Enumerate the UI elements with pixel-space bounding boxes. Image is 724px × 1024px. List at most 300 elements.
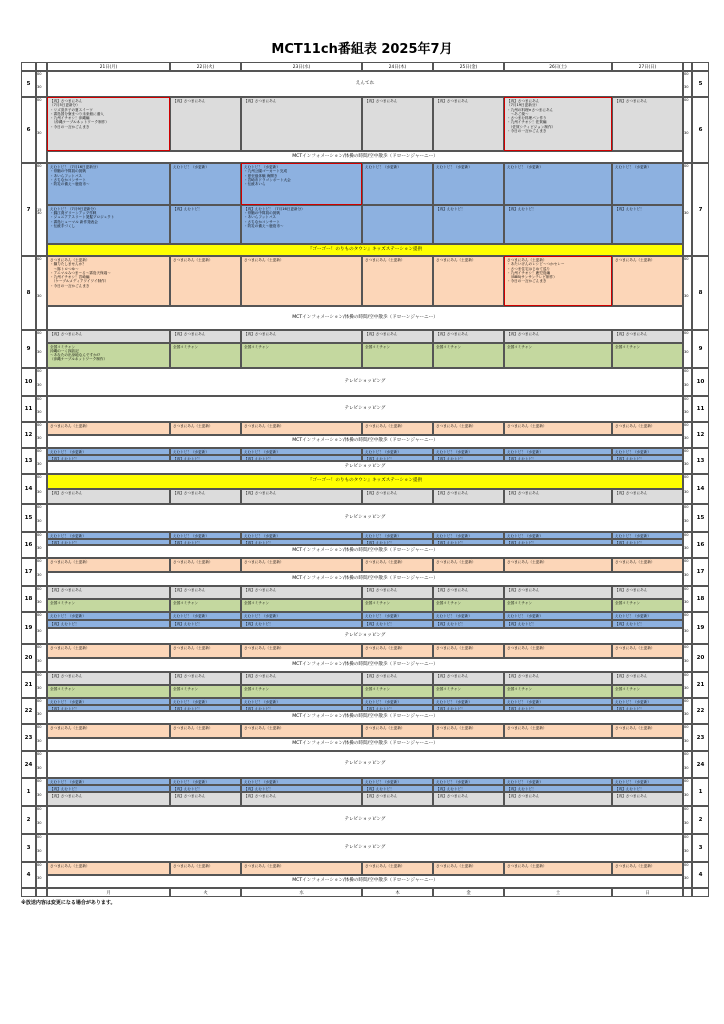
hour-label-right: 9 (692, 330, 709, 368)
minute-label: 00 (37, 613, 42, 617)
program-sun-6[interactable] (612, 97, 683, 151)
program-wed-7[interactable] (241, 163, 362, 205)
program-20-1[interactable] (170, 644, 241, 658)
program-mon-6[interactable] (47, 97, 170, 151)
program-23-1[interactable] (170, 724, 241, 738)
program-title: 【再】えむトピ！ (50, 456, 79, 461)
program-title: 【再】えむトピ！ (615, 622, 644, 626)
program-21b-0[interactable] (47, 685, 170, 698)
program-title: 全国コミチャン (173, 601, 199, 605)
program-title: 【再】さつまにあん (436, 674, 469, 678)
program-1a-6[interactable] (612, 778, 683, 785)
bottom-header-day-0: 月 (47, 888, 170, 897)
program-21b-5[interactable] (504, 685, 612, 698)
minute-label: 30 (684, 849, 689, 853)
program-title: 【再】さつまにあん (365, 588, 398, 592)
program-title: 【再】さつまにあん (173, 332, 206, 336)
program-14-0[interactable] (47, 489, 170, 504)
program-mon-715[interactable] (47, 205, 170, 244)
program-1c-4[interactable] (433, 792, 504, 806)
program-17-2[interactable] (241, 558, 362, 572)
minute-label: 00 (684, 423, 689, 427)
program-title: 【再】えむトピ！ (173, 456, 202, 461)
program-21-5[interactable] (504, 672, 612, 685)
hour-label-right: 6 (692, 97, 709, 163)
program-title: 全国コミチャン (507, 344, 533, 349)
program-mon-8[interactable] (47, 256, 170, 306)
minute-label: 00 (684, 835, 689, 839)
hour-label-left: 8 (21, 256, 36, 330)
program-9a-2[interactable] (241, 330, 362, 343)
program-title: 【再】さつまにあん (365, 674, 398, 678)
program-title: さつまにあん（土更新） (173, 560, 213, 564)
bottom-header-corner-left-min (36, 888, 47, 897)
program-title: 全国コミチャン (244, 687, 270, 691)
program-18-6[interactable] (612, 586, 683, 599)
program-tue-715[interactable] (170, 205, 241, 244)
minute-label: 00 (684, 505, 689, 509)
program-12-6[interactable] (612, 422, 683, 435)
program-info[interactable] (47, 151, 683, 163)
program-title: 【再】さつまにあん (507, 794, 540, 798)
program-title: 【再】えむトピ！ (365, 706, 394, 711)
program-9a-0[interactable] (47, 330, 170, 343)
program-title: 【再】えむトピ！ (615, 540, 644, 545)
program-9b-2[interactable] (241, 343, 362, 368)
program-shop[interactable] (47, 834, 683, 862)
program-18-1[interactable] (170, 586, 241, 599)
program-title: 【再】さつまにあん (173, 99, 206, 103)
program-title: MCTインフォメーション/体操の時間/空中散歩（ドローンジャーニー） (292, 741, 438, 747)
program-title: さつまにあん（土更新） (173, 646, 213, 650)
program-title: さつまにあん（土更新） (436, 424, 476, 428)
hour-label-left: 3 (21, 834, 36, 862)
program-title: 全国コミチャン (615, 344, 641, 349)
hour-label-right: 3 (692, 834, 709, 862)
hour-label-right: 4 (692, 862, 709, 888)
program-19b-6[interactable] (612, 620, 683, 628)
program-9a-1[interactable] (170, 330, 241, 343)
minute-label: 30 (684, 131, 689, 135)
program-info[interactable] (47, 306, 683, 330)
program-title: えむトピ！（水更新） (173, 700, 209, 704)
hour-label-right: 22 (692, 698, 709, 724)
program-715-4[interactable] (433, 205, 504, 244)
hour-label-right: 11 (692, 396, 709, 422)
program-title: えむトピ！（水更新） (365, 165, 401, 169)
program-19a-1[interactable] (170, 612, 241, 620)
program-715-5[interactable] (504, 205, 612, 244)
program-title: 全国コミチャン (507, 601, 533, 605)
program-18-0[interactable] (47, 586, 170, 599)
program-14-4[interactable] (433, 489, 504, 504)
program-4-6[interactable] (612, 862, 683, 875)
program-title: えむトピ！（水更新） (244, 534, 280, 538)
minute-label: 00 (37, 397, 42, 401)
program-19b-0[interactable] (47, 620, 170, 628)
program-title: 【再】さつまにあん (507, 332, 540, 336)
program-21b-1[interactable] (170, 685, 241, 698)
program-title: 全国コミチャン (365, 601, 391, 605)
bottom-header-day-3: 木 (362, 888, 433, 897)
minute-label: 00 (37, 475, 42, 479)
minute-label: 00 (684, 369, 689, 373)
program-12-3[interactable] (362, 422, 433, 435)
minute-column-left (36, 97, 47, 163)
program-17-6[interactable] (612, 558, 683, 572)
program-1a-2[interactable] (241, 778, 362, 785)
hour-label-right: 16 (692, 532, 709, 558)
minute-label: 00 (37, 699, 42, 703)
program-19b-2[interactable] (241, 620, 362, 628)
program-19b-1[interactable] (170, 620, 241, 628)
program-9a-4[interactable] (433, 330, 504, 343)
minute-label: 00 (684, 725, 689, 729)
program-title: えむトピ！（水更新） (507, 780, 543, 784)
program-17-1[interactable] (170, 558, 241, 572)
program-title: 【再】さつまにあん (244, 332, 277, 336)
program-1c-6[interactable] (612, 792, 683, 806)
program-12-4[interactable] (433, 422, 504, 435)
program-1b-5[interactable] (504, 785, 612, 792)
program-18b-0[interactable] (47, 599, 170, 612)
program-7-6[interactable] (612, 163, 683, 205)
program-4-3[interactable] (362, 862, 433, 875)
program-title: 【再】さつまにあん (615, 332, 648, 336)
program-sat-8[interactable] (504, 256, 612, 306)
program-18b-5[interactable] (504, 599, 612, 612)
top-header-day-5: 26日(土) (504, 62, 612, 71)
program-title: さつまにあん（土更新） (615, 258, 655, 262)
program-1a-3[interactable] (362, 778, 433, 785)
program-title: 【再】えむトピ！ (436, 706, 465, 711)
program-shop[interactable] (47, 504, 683, 532)
program-1a-5[interactable] (504, 778, 612, 785)
program-title: えんてれ (355, 80, 375, 86)
program-title: 【再】えむトピ！ (173, 787, 202, 791)
program-20-4[interactable] (433, 644, 504, 658)
program-9a-6[interactable] (612, 330, 683, 343)
program-title: えむトピ！（水更新） (50, 450, 86, 454)
minute-label: 30 (37, 294, 42, 298)
top-header-day-6: 27日(日) (612, 62, 683, 71)
program-19b-5[interactable] (504, 620, 612, 628)
program-title: 【再】えむトピ！ (507, 622, 536, 626)
program-title: さつまにあん（土更新） (173, 864, 213, 868)
minute-label: 00 (684, 475, 689, 479)
program-info[interactable] (47, 875, 683, 888)
program-text-line: ・さつまむ料理パン作り (507, 116, 547, 121)
program-text-line: ・あたいげんのレシピ～つかセレー (507, 262, 565, 267)
program-21b-4[interactable] (433, 685, 504, 698)
program-title: えむトピ！（水更新） (615, 165, 651, 169)
program-23-5[interactable] (504, 724, 612, 738)
program-21-2[interactable] (241, 672, 362, 685)
program-7-5[interactable] (504, 163, 612, 205)
program-19a-0[interactable] (47, 612, 170, 620)
minute-label: 30 (37, 600, 42, 604)
program-title: えむトピ！（水更新） (365, 614, 401, 618)
program-info[interactable] (47, 435, 683, 448)
program-8-2[interactable] (241, 256, 362, 306)
program-title: さつまにあん（土更新） (365, 726, 405, 730)
minute-label: 00 (684, 257, 689, 261)
program-1c-1[interactable] (170, 792, 241, 806)
program-title: 【再】さつまにあん (50, 794, 83, 798)
program-4-5[interactable] (504, 862, 612, 875)
program-14-2[interactable] (241, 489, 362, 504)
program-21-3[interactable] (362, 672, 433, 685)
program-1c-2[interactable] (241, 792, 362, 806)
program-title: 【再】えむトピ！ (436, 622, 465, 626)
program-shop[interactable] (47, 461, 683, 474)
top-header-day-0: 21日(月) (47, 62, 170, 71)
program-21b-6[interactable] (612, 685, 683, 698)
hour-label-left: 11 (21, 396, 36, 422)
program-mon-7[interactable] (47, 163, 170, 205)
program-tue-7[interactable] (170, 163, 241, 205)
program-18b-1[interactable] (170, 599, 241, 612)
minute-label: 00 (37, 449, 42, 453)
minute-label: 30 (37, 210, 42, 215)
program-18b-3[interactable] (362, 599, 433, 612)
program-7-3[interactable] (362, 163, 433, 205)
minute-label: 00 (684, 98, 689, 102)
hour-label-left: 23 (21, 724, 36, 751)
program-23-6[interactable] (612, 724, 683, 738)
program-title: 【再】さつまにあん (615, 99, 648, 103)
program-title: さつまにあん（土更新） (615, 726, 655, 730)
program-1c-5[interactable] (504, 792, 612, 806)
program-sun-8[interactable] (612, 256, 683, 306)
program-23-0[interactable] (47, 724, 170, 738)
top-header-day-4: 25日(金) (433, 62, 504, 71)
hour-label-left: 17 (21, 558, 36, 586)
program-14-1[interactable] (170, 489, 241, 504)
program-text-line: ・今日の一言かごんまき (50, 283, 90, 288)
program-18b-2[interactable] (241, 599, 362, 612)
program-17-0[interactable] (47, 558, 170, 572)
program-title: 【再】さつまにあん (436, 794, 469, 798)
program-info[interactable] (47, 738, 683, 752)
top-header-day-1: 22日(火) (170, 62, 241, 71)
program-title: 【再】さつまにあん (436, 332, 469, 336)
program-12-1[interactable] (170, 422, 241, 435)
program-23-4[interactable] (433, 724, 504, 738)
minute-label: 30 (37, 131, 42, 135)
program-thu-715[interactable] (362, 205, 433, 244)
program-title: さつまにあん（土更新） (615, 424, 655, 428)
minute-label: 30 (37, 793, 42, 797)
program-9b-6[interactable] (612, 343, 683, 368)
program-7-4[interactable] (433, 163, 504, 205)
program-1c-3[interactable] (362, 792, 433, 806)
program-text-line: ・さつま住宅はじめて巡り (507, 266, 551, 271)
minute-label: 00 (684, 72, 689, 76)
program-1a-0[interactable] (47, 778, 170, 785)
program-9b-3[interactable] (362, 343, 433, 368)
minute-label: 00 (37, 423, 42, 427)
program-shop[interactable] (47, 368, 683, 396)
minute-label: 30 (37, 712, 42, 716)
program-21-1[interactable] (170, 672, 241, 685)
program-20-6[interactable] (612, 644, 683, 658)
program-text-line: ・伝統手づくし (50, 224, 76, 229)
hour-label-left: 7 (21, 163, 36, 256)
program-1b-4[interactable] (433, 785, 504, 792)
program-1a-4[interactable] (433, 778, 504, 785)
program-info[interactable] (47, 711, 683, 724)
minute-label: 00 (37, 807, 42, 811)
program-20-0[interactable] (47, 644, 170, 658)
program-title: 【再】えむトピ！ (50, 622, 79, 626)
program-title: 【再】えむトピ！ (365, 622, 394, 626)
program-6-3[interactable] (362, 97, 433, 151)
program-title: 【再】えむトピ！ (507, 456, 536, 461)
program-1b-2[interactable] (241, 785, 362, 792)
program-4-2[interactable] (241, 862, 362, 875)
program-1b-6[interactable] (612, 785, 683, 792)
program-9a-3[interactable] (362, 330, 433, 343)
program-text-line: （BBB)サンサンテレビ制作） (507, 275, 557, 280)
program-4-0[interactable] (47, 862, 170, 875)
minute-label: 30 (684, 350, 689, 354)
program-text-line: ・霧島ヒューマル 新作発表会 (50, 219, 98, 224)
program-6-2[interactable] (241, 97, 362, 151)
minute-label: 30 (37, 462, 42, 466)
program-9b-4[interactable] (433, 343, 504, 368)
program-23-2[interactable] (241, 724, 362, 738)
program-text-line: ・夏至風体験 海開き (244, 173, 278, 178)
program-12-5[interactable] (504, 422, 612, 435)
program-title: さつまにあん（土更新） (244, 560, 284, 564)
minute-label: 00 (37, 369, 42, 373)
hour-label-right: 23 (692, 724, 709, 751)
minute-label: 00 (37, 779, 42, 783)
program-1b-0[interactable] (47, 785, 170, 792)
program-12-2[interactable] (241, 422, 362, 435)
program-4-4[interactable] (433, 862, 504, 875)
minute-label: 00 (37, 164, 42, 168)
program-19a-4[interactable] (433, 612, 504, 620)
program-title: テレビショッピング (344, 632, 386, 638)
minute-label: 00 (684, 779, 689, 783)
program-12-0[interactable] (47, 422, 170, 435)
bottom-header-day-2: 水 (241, 888, 362, 897)
program-text-line: 全国コミチャン (50, 344, 76, 349)
program-20-2[interactable] (241, 644, 362, 658)
program-19a-3[interactable] (362, 612, 433, 620)
program-1b-1[interactable] (170, 785, 241, 792)
program-title: さつまにあん（土更新） (173, 726, 213, 730)
program-shop[interactable] (47, 751, 683, 778)
program-text-line: 【再】さつまにあん (507, 99, 540, 103)
program-715-6[interactable] (612, 205, 683, 244)
program-info[interactable] (47, 658, 683, 672)
program-19b-4[interactable] (433, 620, 504, 628)
program-shop[interactable] (47, 396, 683, 422)
program-title: えむトピ！（水更新） (365, 450, 401, 454)
program-9a-5[interactable] (504, 330, 612, 343)
program-1c-0[interactable] (47, 792, 170, 806)
program-19a-6[interactable] (612, 612, 683, 620)
program-20-5[interactable] (504, 644, 612, 658)
minute-label: 00 (37, 559, 42, 563)
program-gogo[interactable] (47, 474, 683, 489)
program-8-1[interactable] (170, 256, 241, 306)
program-21b-3[interactable] (362, 685, 433, 698)
program-20-3[interactable] (362, 644, 433, 658)
program-18-5[interactable] (504, 586, 612, 599)
program-info[interactable] (47, 545, 683, 558)
program-title: えむトピ！（水更新） (436, 450, 472, 454)
program-18-4[interactable] (433, 586, 504, 599)
program-sat-6[interactable] (504, 97, 612, 151)
program-shop[interactable] (47, 628, 683, 644)
program-title: テレビショッピング (344, 464, 386, 470)
program-title: さつまにあん（土更新） (365, 258, 405, 262)
program-wed-715[interactable] (241, 205, 362, 244)
program-1b-3[interactable] (362, 785, 433, 792)
program-8-3[interactable] (362, 256, 433, 306)
program-title: さつまにあん（土更新） (365, 560, 405, 564)
program-17-4[interactable] (433, 558, 504, 572)
program-8-4[interactable] (433, 256, 504, 306)
program-17-5[interactable] (504, 558, 612, 572)
program-gogo[interactable] (47, 244, 683, 256)
program-14-3[interactable] (362, 489, 433, 504)
program-19a-5[interactable] (504, 612, 612, 620)
program-info[interactable] (47, 572, 683, 586)
program-19b-3[interactable] (362, 620, 433, 628)
program-18-2[interactable] (241, 586, 362, 599)
program-19a-2[interactable] (241, 612, 362, 620)
program-6-1[interactable] (170, 97, 241, 151)
program-14-6[interactable] (612, 489, 683, 504)
program-23-3[interactable] (362, 724, 433, 738)
program-9b-1[interactable] (170, 343, 241, 368)
program-21-4[interactable] (433, 672, 504, 685)
program-mon-9[interactable] (47, 343, 170, 368)
program-title: 【再】えむトピ！ (615, 206, 644, 211)
program-title: 【再】さつまにあん (173, 491, 206, 495)
program-17-3[interactable] (362, 558, 433, 572)
program-4-1[interactable] (170, 862, 241, 875)
program-6-4[interactable] (433, 97, 504, 151)
program-title: さつまにあん（土更新） (244, 864, 284, 868)
program-title: 【再】えむトピ！ (436, 787, 465, 791)
program-title: 【再】さつまにあん (365, 332, 398, 336)
program-21b-2[interactable] (241, 685, 362, 698)
program-enutere[interactable] (47, 71, 683, 97)
program-9b-5[interactable] (504, 343, 612, 368)
program-text-line: ～あご焼～ (507, 111, 529, 116)
program-shop[interactable] (47, 806, 683, 834)
program-18b-6[interactable] (612, 599, 683, 612)
program-18b-4[interactable] (433, 599, 504, 612)
minute-label: 30 (684, 462, 689, 466)
program-title: MCTインフォメーション/体操の時間/空中散歩（ドローンジャーニー） (292, 315, 438, 320)
program-title: えむトピ！（水更新） (507, 450, 543, 454)
program-title: 【再】さつまにあん (50, 588, 83, 592)
program-21-6[interactable] (612, 672, 683, 685)
program-21-0[interactable] (47, 672, 170, 685)
program-18-3[interactable] (362, 586, 433, 599)
program-1a-1[interactable] (170, 778, 241, 785)
program-title: さつまにあん（土更新） (244, 726, 284, 730)
minute-label: 30 (37, 350, 42, 354)
program-14-5[interactable] (504, 489, 612, 504)
